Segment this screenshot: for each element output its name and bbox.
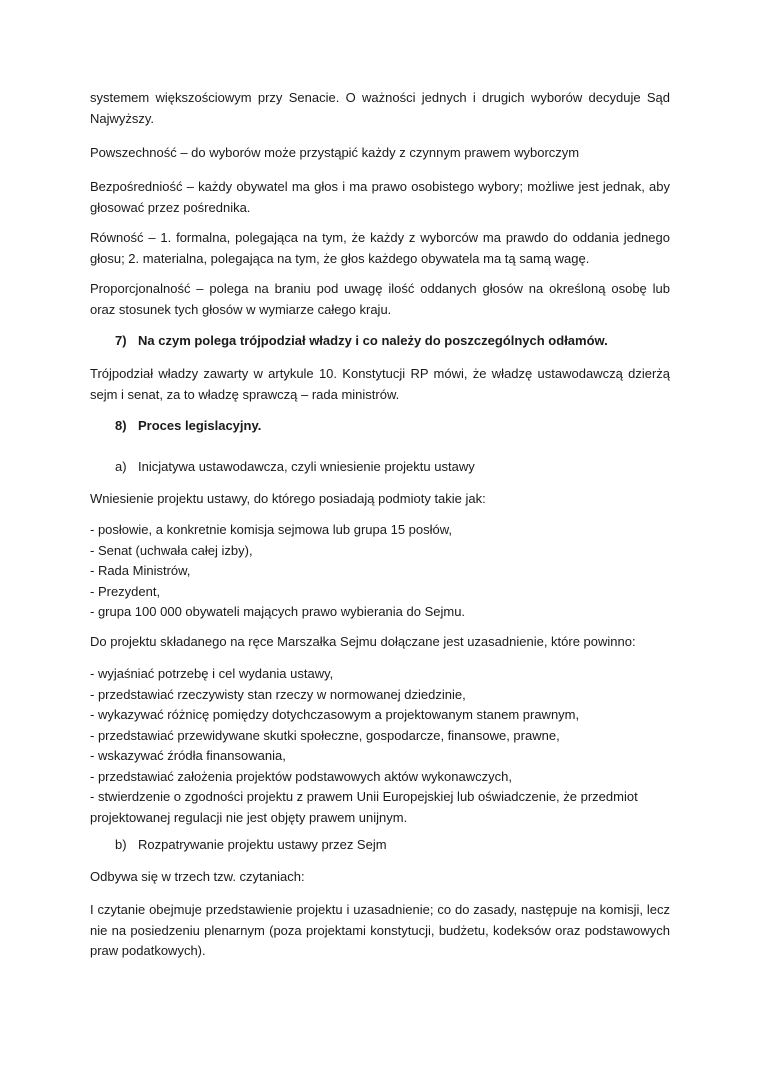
- subheading-b: [115, 835, 675, 856]
- list-item: - Prezydent,: [90, 583, 161, 599]
- text-line: Najwyższy.: [90, 110, 155, 126]
- subheading-text: Rozpatrywanie projektu ustawy przez Sejm: [138, 837, 387, 852]
- subheading-text: Inicjatywa ustawodawcza, czyli wniesienie projektu ustawy: [138, 459, 475, 474]
- text-line: głosu; 2. materialna, polegająca na tym, że głos każdego obywatela ma tą samą wagę.: [90, 250, 590, 266]
- paragraph-universality: [90, 143, 670, 164]
- paragraph-proportionality: [90, 279, 670, 320]
- subheading-letter: a): [115, 459, 127, 474]
- text-line: Wniesienie projektu ustawy, do którego posiadają podmioty takie jak:: [90, 491, 486, 506]
- list-item: - przedstawiać przewidywane skutki społeczne, gospodarcze, finansowe, prawne,: [90, 727, 560, 743]
- text-line: I czytanie obejmuje przedstawienie projektu i uzasadnienie; co do zasady, następuje na komisji, lecz: [90, 902, 670, 917]
- heading-text: Na czym polega trójpodział władzy i co należy do poszczególnych odłamów.: [138, 333, 608, 348]
- text-line: Bezpośredniość – każdy obywatel ma głos i ma prawo osobistego wybory; możliwe jest jednak, aby: [90, 179, 670, 194]
- heading-number: 8): [115, 418, 127, 433]
- text-line: nie na posiedzeniu plenarnym (poza projektami konstytucji, budżetu, kodeksów oraz podstawowych: [90, 922, 670, 938]
- text-line: oraz stosunek tych głosów w wymiarze całego kraju.: [90, 301, 392, 317]
- text-line: Proporcjonalność – polega na braniu pod uwagę ilość oddanych głosów na określoną osobę lub: [90, 281, 670, 296]
- text-line: Odbywa się w trzech tzw. czytaniach:: [90, 869, 305, 884]
- paragraph-first-reading: [90, 900, 670, 962]
- list-item: - Rada Ministrów,: [90, 563, 191, 578]
- list-item: - stwierdzenie o zgodności projektu z prawem Unii Europejskiej lub oświadczenie, że przedmiot: [90, 789, 638, 804]
- list-item: projektowanej regulacji nie jest objęty prawem unijnym.: [90, 809, 408, 825]
- paragraph-directness: [90, 177, 670, 218]
- paragraph-readings: [90, 867, 670, 888]
- text-line: systemem większościowym przy Senacie. O ważności jednych i drugich wyborów decyduje Sąd: [90, 90, 670, 105]
- text-line: Trójpodział władzy zawarty w artykule 10. Konstytucji RP mówi, że władzę ustawodawczą dzierżą: [90, 366, 670, 381]
- list-initiative-entities: [90, 520, 670, 623]
- text-line: praw podatkowych).: [90, 943, 206, 958]
- subheading-letter: b): [115, 837, 127, 852]
- list-item: - wskazywać źródła finansowania,: [90, 748, 286, 763]
- paragraph-senate-elections: [90, 88, 670, 129]
- heading-8: [115, 416, 675, 437]
- paragraph-justification-intro: [90, 632, 670, 653]
- text-line: Powszechność – do wyborów może przystąpić każdy z czynnym prawem wyborczym: [90, 145, 580, 160]
- paragraph-equality: [90, 228, 670, 269]
- paragraph-separation-of-powers: [90, 364, 670, 405]
- list-item: - przedstawiać rzeczywisty stan rzeczy w normowanej dziedzinie,: [90, 686, 466, 702]
- text-line: Równość – 1. formalna, polegająca na tym, że każdy z wyborców ma prawdo do oddania jednego: [90, 230, 670, 245]
- paragraph-initiative: [90, 489, 670, 510]
- list-item: - przedstawiać założenia projektów podstawowych aktów wykonawczych,: [90, 768, 512, 784]
- heading-7: [115, 331, 675, 352]
- text-line: sejm i senat, za to władzę sprawczą – rada ministrów.: [90, 386, 400, 402]
- text-line: głosować przez pośrednika.: [90, 199, 251, 215]
- list-justification-requirements: [90, 664, 670, 828]
- heading-text: Proces legislacyjny.: [138, 418, 262, 433]
- text-line: Do projektu składanego na ręce Marszałka Sejmu dołączane jest uzasadnienie, które powinno:: [90, 634, 636, 649]
- list-item: - grupa 100 000 obywateli mających prawo wybierania do Sejmu.: [90, 604, 466, 619]
- heading-number: 7): [115, 333, 127, 348]
- list-item: - wykazywać różnicę pomiędzy dotychczasowym a projektowanym stanem prawnym,: [90, 707, 580, 722]
- list-item: - posłowie, a konkretnie komisja sejmowa lub grupa 15 posłów,: [90, 522, 453, 537]
- list-item: - wyjaśniać potrzebę i cel wydania ustawy,: [90, 666, 334, 681]
- list-item: - Senat (uchwała całej izby),: [90, 542, 253, 558]
- subheading-a: [115, 457, 675, 478]
